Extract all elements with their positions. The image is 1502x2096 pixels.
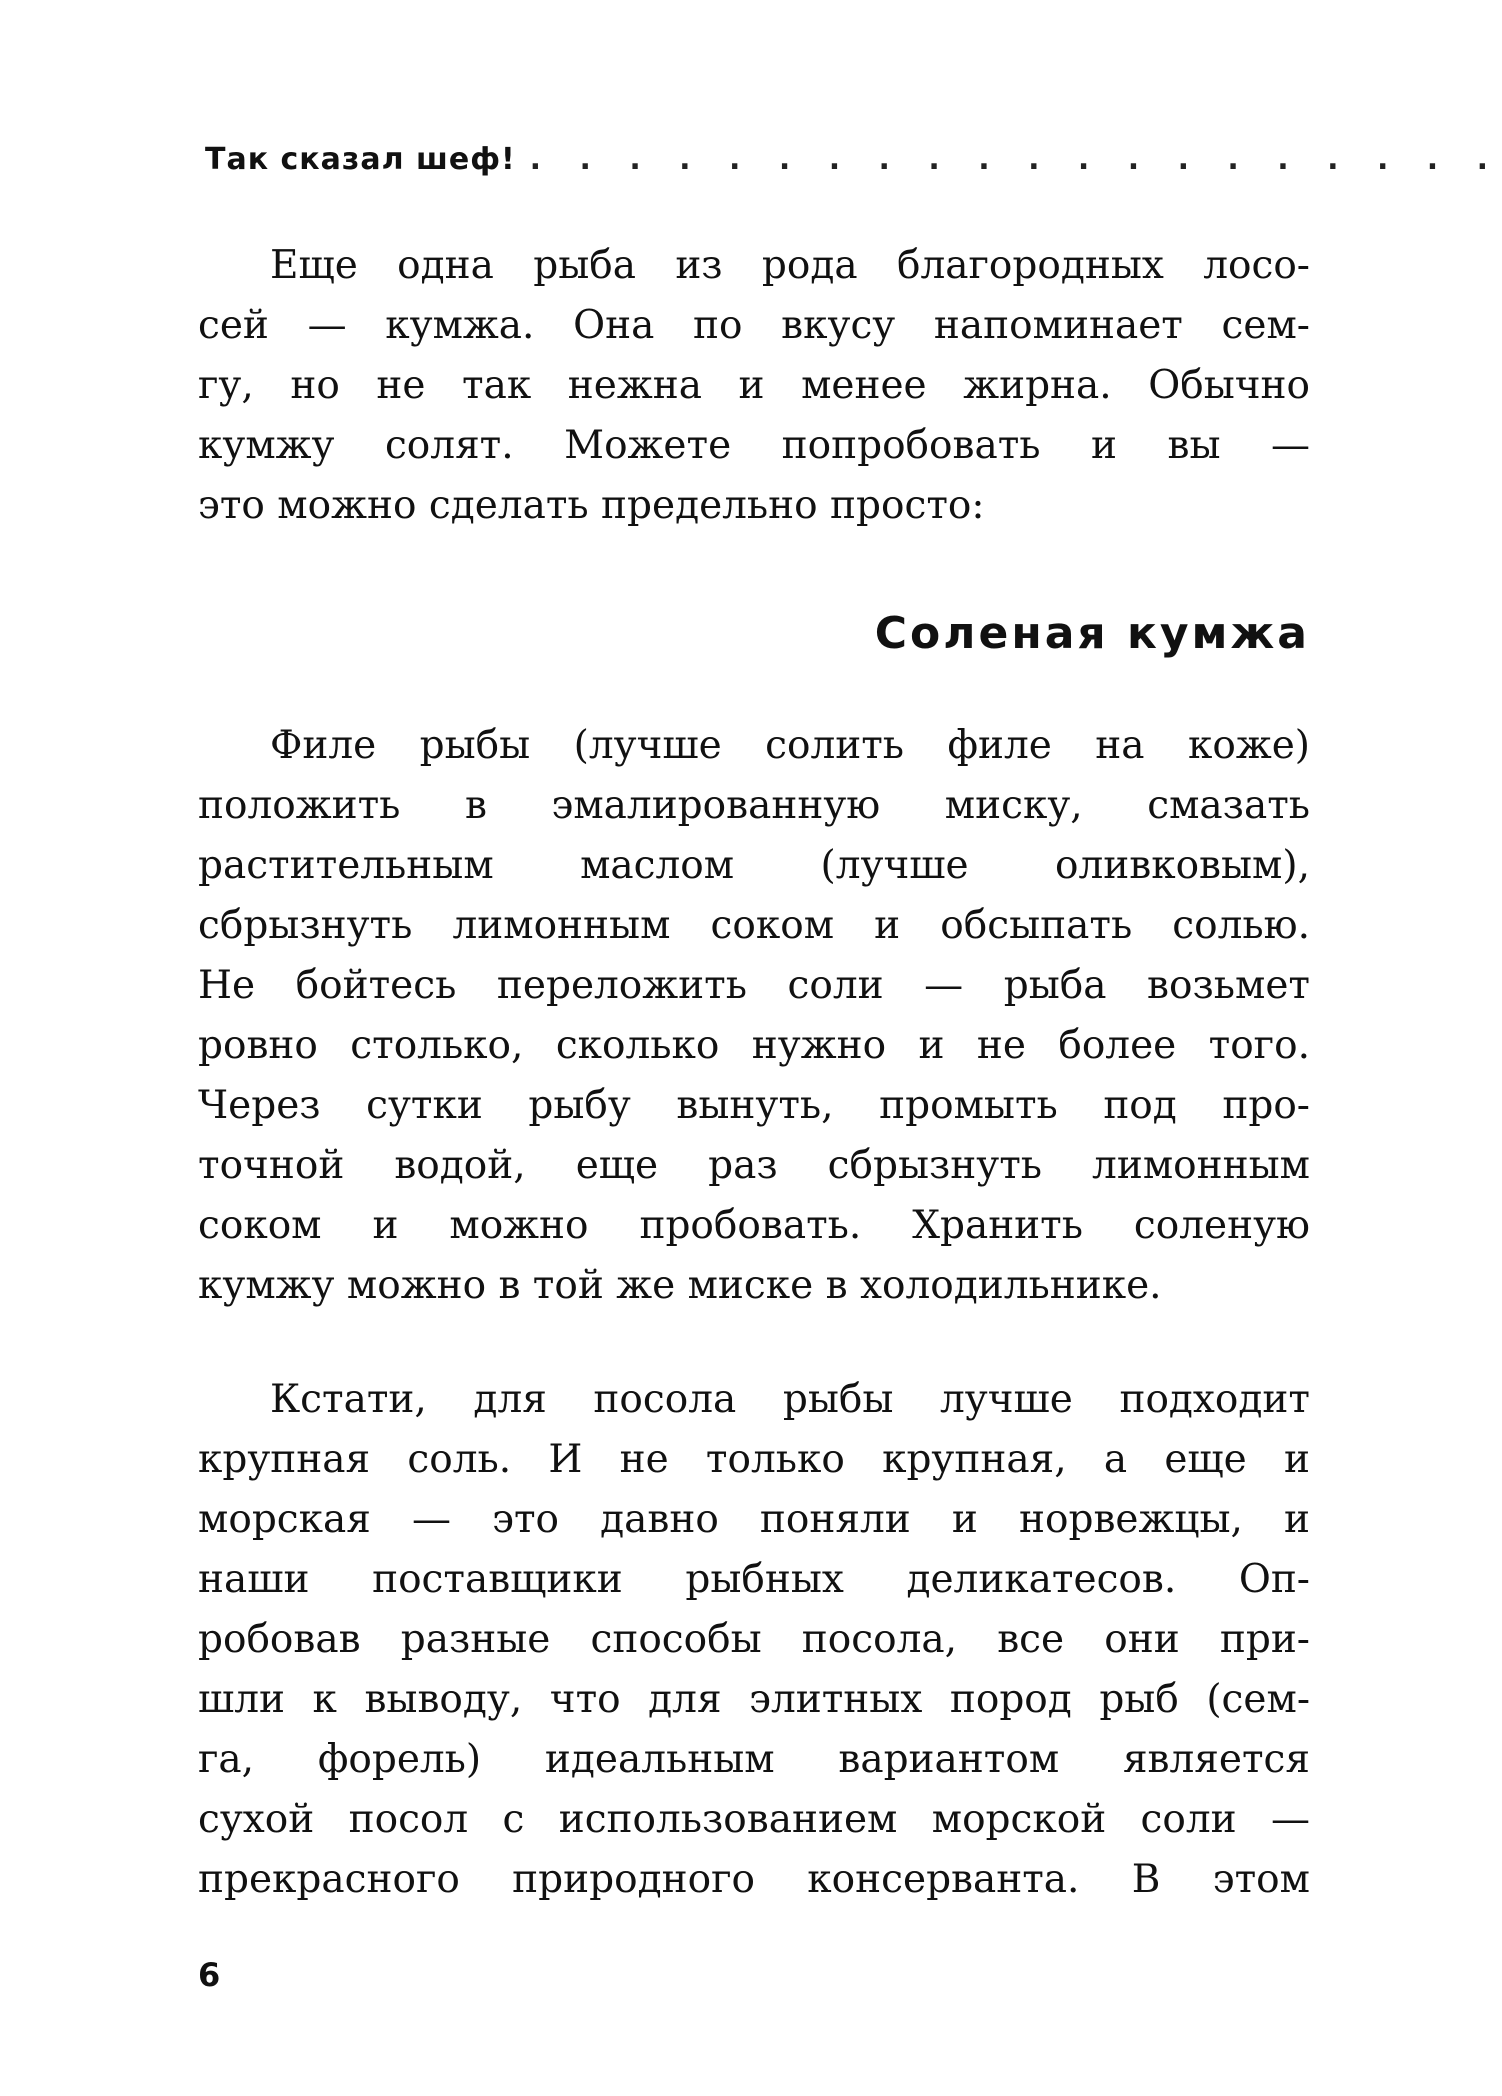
- paragraph-line: морская — это давно поняли и норвежцы, и: [198, 1497, 1310, 1542]
- paragraph-line: точной водой, еще раз сбрызнуть лимонным: [198, 1143, 1310, 1188]
- running-head-title: Так сказал шеф!: [205, 142, 516, 177]
- paragraph-line: сухой посол с использованием морской соли —: [198, 1797, 1310, 1842]
- paragraph-line: Не бойтесь переложить соли — рыба возьмет: [198, 963, 1310, 1008]
- paragraph-line: кумжу можно в той же миске в холодильнике.: [198, 1263, 1162, 1308]
- paragraph-line: сей — кумжа. Она по вкусу напоминает сем-: [198, 303, 1310, 348]
- paragraph-line: Кстати, для посола рыбы лучше подходит: [270, 1377, 1310, 1422]
- paragraph-line: прекрасного природного консерванта. В этом: [198, 1857, 1310, 1902]
- running-head-dots: . . . . . . . . . . . . . . . . . . . .: [529, 142, 1502, 177]
- page-number: 6: [198, 1956, 221, 1994]
- paragraph-line: наши поставщики рыбных деликатесов. Оп-: [198, 1557, 1310, 1602]
- paragraph-line: сбрызнуть лимонным соком и обсыпать солью.: [198, 903, 1310, 948]
- paragraph-line: га, форель) идеальным вариантом является: [198, 1737, 1310, 1782]
- recipe-title: Соленая кумжа: [874, 608, 1310, 659]
- intro-paragraph: [198, 236, 1310, 536]
- paragraph-line: растительным маслом (лучше оливковым),: [198, 843, 1310, 888]
- paragraph-line: Через сутки рыбу вынуть, промыть под про-: [198, 1083, 1310, 1128]
- paragraph-line: соком и можно пробовать. Хранить соленую: [198, 1203, 1310, 1248]
- paragraph-line: шли к выводу, что для элитных пород рыб (сем-: [198, 1677, 1310, 1722]
- paragraph-line: ровно столько, сколько нужно и не более того.: [198, 1023, 1310, 1068]
- paragraph-line: положить в эмалированную миску, смазать: [198, 783, 1310, 828]
- recipe-paragraph: [198, 716, 1310, 1316]
- paragraph-line: Филе рыбы (лучше солить филе на коже): [270, 723, 1310, 768]
- paragraph-line: кумжу солят. Можете попробовать и вы —: [198, 423, 1310, 468]
- paragraph-line: Еще одна рыба из рода благородных лосо-: [270, 243, 1310, 288]
- paragraph-line: гу, но не так нежна и менее жирна. Обычно: [198, 363, 1310, 408]
- note-paragraph: [198, 1370, 1310, 1910]
- running-head: [205, 142, 1502, 186]
- paragraph-line: робовав разные способы посола, все они при-: [198, 1617, 1310, 1662]
- paragraph-line: это можно сделать предельно просто:: [198, 483, 985, 528]
- paragraph-line: крупная соль. И не только крупная, а еще и: [198, 1437, 1310, 1482]
